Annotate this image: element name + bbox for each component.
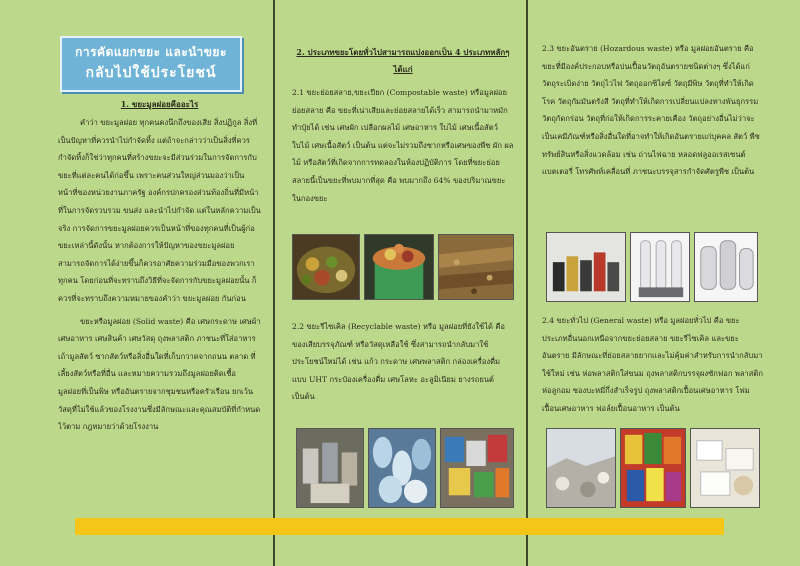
- paragraph-hazardous-waste: 2.3 ขยะอันตราย (Hozardous waste) หรือ มูลฝอยอันตราย คือ ขยะที่มีองค์ประกอบหรือปนเปื้อนวัตถุอันตรายชนิดต่างๆ ซึ่งได้แก่ วัตถุระเบิดง่าย วัตถุไวไฟ วัตถุออกซิไดซ์ วัตถุมีพิษ วัตถุที่ทำให้เกิดโรค วัตถุกัมมันตรังสี วัตถุที่ทำให้เกิดการเปลี่ยนแปลงทางพันธุกรรม วัตถุกัดกร่อน วัตถุที่ก่อให้เกิดการระคายเคือง วัตถุอย่างอื่นไม่ว่าจะเป็นเคมีภัณฑ์หรือสิ่งอื่นใดที่อาจทำให้เกิดอันตรายแก่บุคคล สัตว์ พืช ทรัพย์สินหรือสิ่งแวดล้อม เช่น ถ่านไฟฉาย หลอดฟลูออเรสเซนต์ แบตเตอรี่ โทรศัพท์เคลื่อนที่ ภาชนะบรรจุสารกำจัดศัตรูพืช เป็นต้น: [542, 44, 760, 177]
- title-line-1: การคัดแยกขยะ และนำขยะ: [75, 45, 227, 59]
- title-line-2: กลับไปใช้ประโยชน์: [85, 65, 217, 81]
- photo-organic-waste-3: [438, 234, 514, 300]
- column-3-bottom: [542, 312, 764, 424]
- photo-recyclable-bottles: [368, 428, 436, 508]
- paragraph-waste-intro: คำว่า ขยะมูลฝอย ทุกคนคงนึกถึงของเสีย สิ่งปฏิกูล สิ่งที่เป็นปัญหาที่ควรนำไปกำจัดทิ้ง แต่ถ้าจะกล่าวว่าเป็นสิ่งที่ควรกำจัดทิ้งก็ใช่ว่าทุกคนที่สร้างขยะจะมีส่วนร่วมในการจัดการกับขยะที่แต่ละคนได้ก่อขึ้น เพราะคนส่วนใหญ่ส่วนมองว่าเป็นหน้าที่ของหน่วยงานภาครัฐ องค์กรปกครองส่วนท้องถิ่นที่มีหน้าที่ในการจัดรวบรวม ขนส่ง และนำไปกำจัด แต่ในหลักความเป็นจริง การจัดการขยะมูลฝอยควรเป็นหน้าที่ของทุกคนที่เป็นผู้ก่อขยะเหล่านี้ดังนั้น หากต้องการให้ปัญหาของขยะมูลฝอยสามารถจัดการได้ง่ายขึ้นก็ควรอาศัยความร่วมมือของพวกเราทุกคน โดยก่อนที่จะทราบถึงวิธีที่จะจัดการกับขยะมูลฝอยนั้น ก็ควรที่จะทราบถึงความหมายของคำว่า ขยะมูลฝอย กันก่อน: [58, 118, 261, 303]
- photo-hazardous-lamps: [630, 232, 690, 302]
- section-heading-what-is-waste: 1. ขยะมูลฝอยคืออะไร: [120, 99, 199, 109]
- photo-general-waste-foam: [690, 428, 760, 508]
- column-3-top: [542, 40, 764, 232]
- photo-general-waste-dump: [546, 428, 616, 508]
- paragraph-general-waste: 2.4 ขยะทั่วไป (General waste) หรือ มูลฝอยทั่วไป คือ ขยะประเภทอื่นนอกเหนือจากขยะย่อยสลาย ขยะรีไซเคิล และขยะอันตราย มีลักษณะที่ย่อยสลายยากและไม่คุ้มค่าสำหรับการนำกลับมาใช้ใหม่ เช่น ห่อพลาสติกใส่ขนม ถุงพลาสติกบรรจุผงซักฟอก พลาสติกห่อลูกอม ซองบะหมี่กึ่งสำเร็จรูป ถุงพลาสติกเปื้อนเศษอาหาร โฟมเปื้อนเศษอาหาร ฟอล์ยเปื้อนอาหาร เป็นต้น: [542, 316, 763, 413]
- fold-line-left: [273, 0, 275, 566]
- column-2-bottom: [292, 318, 514, 418]
- photo-recyclable-cartons: [440, 428, 514, 508]
- fold-line-right: [526, 0, 528, 566]
- photo-hazardous-batteries: [546, 232, 626, 302]
- column-2-top: [292, 44, 514, 220]
- column-1: [58, 96, 261, 486]
- photo-organic-waste-2: [364, 234, 434, 300]
- photo-recyclable-cans: [296, 428, 364, 508]
- photo-hazardous-canisters: [694, 232, 758, 302]
- paragraph-solid-waste-definition: ขยะหรือมูลฝอย (Solid waste) คือ เศษกระดาษ เศษผ้า เศษอาหาร เศษสินค้า เศษวัสดุ ถุงพลาสติก ภาชนะที่ใส่อาหาร เถ้ามูลสัตว์ ซากสัตว์หรือสิ่งอื่นใดที่เก็บกวาดจากถนน ตลาด ที่เลี้ยงสัตว์หรือที่อื่น และหมายความรวมถึงมูลฝอยติดเชื้อ มูลฝอยที่เป็นพิษ หรืออันตรายจากชุมชนหรือครัวเรือน ยกเว้นวัสดุที่ไม่ใช้แล้วของโรงงานซึ่งมีลักษณะและคุณสมบัติที่กำหนดไว้ตาม กฎหมายว่าด้วยโรงงาน: [58, 316, 261, 432]
- footer-color-bar: [75, 518, 724, 535]
- photo-general-waste-snack-bags: [620, 428, 686, 508]
- title-banner: [60, 36, 242, 92]
- paragraph-recyclable-waste: 2.2 ขยะรีไซเคิล (Recyclable waste) หรือ มูลฝอยที่ยังใช้ได้ คือ ของเสียบรรจุภัณฑ์ หรือวัสดุเหลือใช้ ซึ่งสามารถนำกลับมาใช้ประโยชน์ใหม่ได้ เช่น แก้ว กระดาษ เศษพลาสติก กล่องเครื่องดื่มแบบ UHT กระป๋องเครื่องดื่ม เศษโลหะ อะลูมิเนียม ยางรถยนต์ เป็นต้น: [292, 322, 505, 402]
- paragraph-compostable-waste: 2.1 ขยะย่อยสลาย,ขยะเปียก (Compostable waste) หรือมูลฝอยย่อยสลาย คือ ขยะที่เน่าเสียและย่อยสลายได้เร็ว สามารถนำมาหมักทำปุ๋ยได้ เช่น เศษผัก เปลือกผลไม้ เศษอาหาร ใบไม้ เศษเนื้อสัตว์ ใบไม้ เศษเนื้อสัตว์ เป็นต้น แต่จะไม่รวมถึงซากหรือเศษของพืช ผัก ผลไม้ หรือสัตว์ที่เกิดจากการทดลองในห้องปฏิบัติการ โดยที่ขยะย่อยสลายนี้เป็นขยะที่พบมากที่สุด คือ พบมากถึง 64% ของปริมาณขยะในกองขยะ: [292, 88, 514, 203]
- photo-organic-waste-1: [292, 234, 360, 300]
- section-heading-waste-types: 2. ประเภทขยะโดยทั่วไปสามารถแบ่งออกเป็น 4 ประเภทหลักๆ ได้แก่: [296, 47, 510, 74]
